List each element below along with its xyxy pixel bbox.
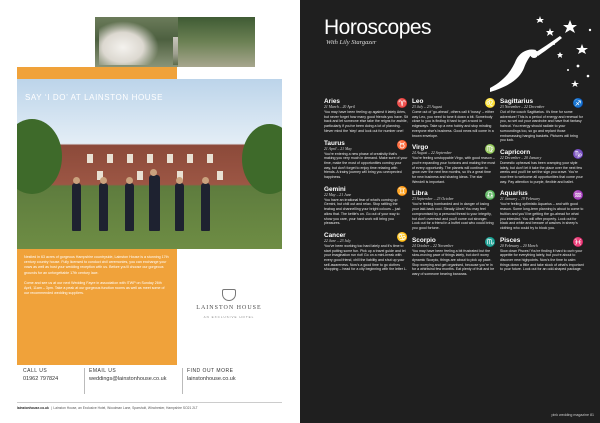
star-icon	[557, 52, 563, 58]
house-window	[137, 171, 143, 180]
divider	[84, 368, 85, 394]
sign-libra	[412, 190, 496, 230]
aquarius-icon: ♒	[572, 190, 584, 201]
star-dot-icon	[589, 29, 591, 31]
sign-name: Leo	[412, 98, 424, 105]
email-link[interactable]: weddings@lainstonhouse.co.uk	[89, 376, 167, 382]
arm-shape	[536, 36, 562, 56]
house-window	[107, 154, 113, 163]
column-2	[412, 98, 496, 283]
sign-dates: 21 April – 21 May	[324, 146, 352, 151]
logo-name: LAINSTON HOUSE	[196, 305, 262, 311]
garden-photo	[178, 17, 255, 67]
taurus-icon: ♉	[396, 139, 408, 150]
tree	[242, 124, 282, 194]
website-link[interactable]: lainstonhouse.co.uk	[187, 376, 236, 382]
footer-site[interactable]: lainstonhouse.co.uk	[17, 406, 49, 410]
sign-sagittarius	[500, 98, 584, 143]
stargazer-illustration	[450, 10, 595, 95]
house-window	[87, 154, 93, 163]
tree	[17, 119, 62, 194]
find-label: FIND OUT MORE	[187, 368, 234, 374]
soldier-figure	[125, 183, 134, 231]
soldier-figure	[201, 183, 210, 231]
sign-text: Slow down Pisces! You're finding it hard to curb your appetite for everything lately, but you're about to discover new highpoints. Now's the time to calm things down a little and take stock of what's important to your future. Look out for an odd-shaped package.	[500, 248, 584, 272]
sign-dates: 23 July – 23 August	[412, 105, 443, 109]
sign-dates: 21 March – 20 April	[324, 105, 356, 109]
page-number: pink wedding magazine 81	[551, 413, 594, 417]
soldier-figure	[149, 175, 160, 231]
logo-subtitle: AN EXCLUSIVE HOTEL	[203, 315, 255, 319]
sign-name: Pisces	[500, 236, 521, 244]
star-icon	[546, 28, 554, 36]
sign-dates: 24 August – 22 September	[412, 151, 452, 156]
cancer-icon: ♋	[396, 231, 408, 242]
star-dot-icon	[553, 43, 555, 45]
sign-dates: 22 December – 20 January	[500, 155, 542, 160]
sign-virgo	[412, 144, 496, 184]
sagittarius-icon: ♐	[572, 98, 584, 108]
woman-silhouette	[490, 49, 536, 92]
right-page	[300, 0, 600, 423]
sign-name: Libra	[412, 190, 428, 198]
sign-text: You may have been feeling up against it lately Aries, but never forget how many good friends you have. Sit back and let someone else take the reigns for awhile, particularly if you've been doing a lot of planning. Never mind the 'step' and look out for number one!	[324, 110, 408, 133]
gemini-icon: ♊	[396, 185, 408, 196]
sign-dates: 23 September – 23 October	[412, 197, 454, 202]
contact-email	[89, 368, 166, 398]
leo-icon: ♌	[484, 98, 496, 108]
sign-dates: 24 October – 22 November	[412, 243, 454, 248]
virgo-icon: ♍	[484, 144, 496, 155]
sign-text: You're feeling unstoppable Virgo, with good reason – you're expanding your horizons and making the most of every opportunity. The planets will continue to grow over the next few months, so it's a great time for new business and sharing ideas. The star Wendell is important.	[412, 156, 496, 184]
star-icon	[536, 16, 544, 23]
sign-text: You may have been feeling a bit frustrated but the slow-moving pace of things lately, but don't worry dynamic Scorpio, things are about to pick up pace. Stop worrying and get organised, because you're in for a whirlwind few months. Eat plenty of fruit and be wary of someone bearing bananas.	[412, 248, 495, 277]
sign-capricorn	[500, 149, 584, 185]
house-window	[147, 154, 153, 163]
sign-text: You're entering a new phase of creativity that's making you very much in demand. Make sure of your time, make the most of opportunities coming your way, but don't forget to enjoy time relaxing with friends. A trainy journey will bring you unexpected happiness.	[324, 151, 408, 180]
promo-text-box	[17, 249, 177, 365]
divider	[182, 368, 183, 394]
sign-dates: 22 May – 21 June	[324, 192, 352, 197]
star-icon	[563, 20, 577, 33]
sign-aquarius	[500, 190, 584, 230]
veil-shape	[99, 21, 159, 65]
orange-accent-bar	[17, 67, 177, 79]
sign-name: Capricorn	[500, 148, 531, 156]
column-1	[324, 98, 408, 278]
sign-text: Come out of 'go-ahead', others call it 'bossy' – either way Leo, you need to tone it down a bit. Somebody close to you is finding it hard to get a word in edgeways. Take up a new hobby and stop minding everyone else's business. Good news will come in a brown envelope.	[412, 110, 494, 138]
contact-web	[187, 368, 236, 398]
star-icon	[571, 80, 579, 87]
head-shape	[530, 50, 538, 58]
sign-scorpio	[412, 237, 496, 277]
sign-dates: 21 January – 19 February	[500, 197, 541, 202]
house-window	[167, 154, 173, 163]
contact-strip	[17, 368, 282, 402]
sign-leo	[412, 98, 496, 138]
sign-dates: 22 June – 23 July	[324, 238, 351, 243]
house-window	[187, 154, 193, 163]
promo-paragraph: Nestled in 63 acres of gorgeous Hampshire countryside, Lainston House is a stunning 17th century country house. Fully licensed to conduct civil ceremonies, you can exchange your vows as well as host your wedding reception with us. Before you'll choose our gorgeous grounds for an unforgettable 17th century lace.	[24, 255, 169, 275]
sign-name: Gemini	[324, 185, 346, 193]
column-3	[500, 98, 584, 278]
sign-pisces	[500, 237, 584, 273]
sign-dates: 20 February – 20 March	[500, 243, 538, 248]
sign-text: You have an irrational fear of what's coming up Gemini, but chill out and relax. Stop rattling the teabag and channelling your bright colours – just allow that. The kettle's on. Go out of your way to show you care, your hard work will bring you pleasures.	[324, 197, 401, 226]
lainston-house-photo	[17, 79, 282, 249]
sign-text: You're feeling bombarded and in danger of losing your laid-back cool. Steady Libra! You may feel compromised by a personal threat to your integrity, but don't overreact and you'll come out stronger. Look out for a friend in a buffet coat who could bring you good fortune.	[412, 202, 494, 230]
call-value[interactable]: 01962 797824	[23, 376, 59, 382]
call-label: CALL US	[23, 368, 48, 374]
page-subtitle: With Lily Stargazer	[326, 39, 377, 46]
star-dot-icon	[587, 75, 590, 78]
sign-text: You've been working too hard lately and it's time to start putting some fun. Pick up a travel guide and let your imagination run riot! Go on a mini-break with every good friend, chill the liability and shut up your self-awareness. Now's a good time to go clothes shopping – head for a city beginning with the letter L.	[324, 243, 408, 272]
footer: lainstonhouse.co.uk | Lainston House, an Exclusive Hotel, Woodman Lane, Sparsholt, Winchester, Hampshire SO21 2LT	[17, 402, 282, 412]
sign-name: Virgo	[412, 144, 429, 152]
sign-aries	[324, 98, 408, 134]
pisces-icon: ♓	[572, 236, 584, 247]
sign-name: Aquarius	[500, 190, 528, 198]
promo-paragraph: Come and see us at our next Wedding Fayre in association with ITWP on Sunday 26th April, 11am – 3pm. Take a peak at our gorgeous function rooms as well as meet some of our recommended wedding suppliers.	[24, 280, 165, 296]
sign-name: Aries	[324, 98, 340, 105]
crest-icon	[222, 289, 236, 301]
sign-name: Scorpio	[412, 236, 436, 244]
soldier-figure	[175, 183, 184, 231]
star-icon	[576, 44, 588, 54]
hero-caption: SAY ‘I DO’ AT LAINSTON HOUSE	[25, 93, 164, 102]
sign-text: Out of the couch Sagittarius. It's time for some adventure! This is a period of energy and renewal for you, so set out your wardrobe and have that fantasy haircut. You energy should radiate to your surroundings too, so go and replant those embarrassing hanging baskets. Pictures will bring you luck.	[500, 110, 583, 143]
contact-call	[23, 368, 58, 398]
email-label: EMAIL US	[89, 368, 117, 374]
aries-icon: ♈	[396, 98, 408, 108]
star-dot-icon	[567, 69, 569, 71]
house-window	[217, 171, 223, 180]
house-window	[127, 154, 133, 163]
star-dot-icon	[577, 65, 580, 68]
footer-address: Lainston House, an Exclusive Hotel, Woodman Lane, Sparsholt, Winchester, Hampshire SO21 2LT	[53, 406, 198, 410]
sign-text: You're feeling optimistic Aquarius – and with good reason. Some long-term planning is about to come to fruition and you'll be getting the go-ahead for what you intended. You will offer property. Look out for black and white and beware of washes in sheep's clothing who could try to block you.	[500, 202, 584, 230]
soldier-figure	[99, 183, 108, 231]
sign-name: Taurus	[324, 139, 345, 147]
sign-cancer	[324, 232, 408, 272]
sign-name: Sagittarius	[500, 98, 534, 105]
scorpio-icon: ♏	[484, 236, 496, 247]
logo-area	[177, 249, 282, 365]
sign-name: Cancer	[324, 231, 346, 239]
sign-taurus	[324, 140, 408, 180]
page-title: Horoscopes	[324, 16, 432, 39]
sign-gemini	[324, 186, 408, 226]
sign-dates: 23 November – 22 December	[500, 105, 545, 109]
soldier-figure	[72, 183, 81, 231]
sign-text: Domestic upheaval has been cramping your style lately, but don't let it take the place over the next few weeks and you'll be set the sign you crave. You're now free to welcome all opportunities that come your way. Pay attention to purple, flexible and ballet.	[500, 160, 583, 184]
house-window	[207, 154, 213, 163]
libra-icon: ♎	[484, 190, 496, 201]
capricorn-icon: ♑	[572, 148, 584, 159]
